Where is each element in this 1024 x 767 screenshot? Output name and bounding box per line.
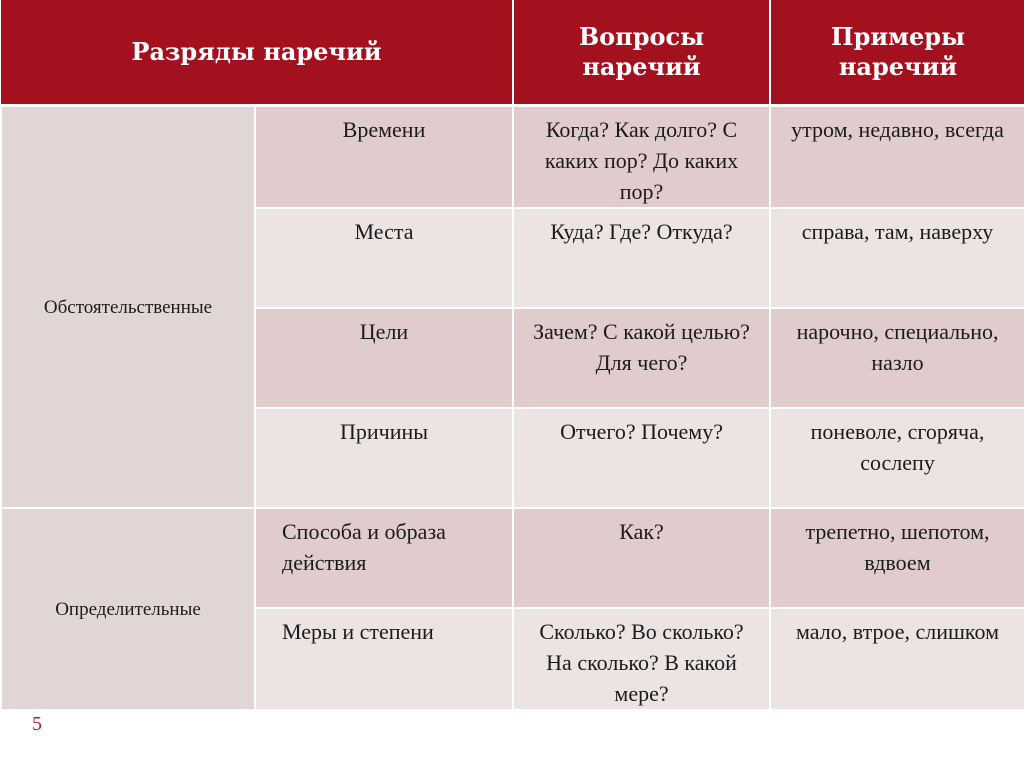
header-questions-line2: наречий xyxy=(582,52,701,81)
table-row xyxy=(1,106,1024,209)
questions-cell: Куда? Где? Откуда? xyxy=(513,208,770,308)
category-cell: Места xyxy=(255,208,513,308)
examples-cell: поневоле, сгоряча, сослепу xyxy=(770,408,1024,508)
questions-cell: Сколько? Во сколько? На сколько? В какой мере? xyxy=(513,608,770,710)
questions-cell: Отчего? Почему? xyxy=(513,408,770,508)
category-cell: Цели xyxy=(255,308,513,408)
examples-cell: справа, там, наверху xyxy=(770,208,1024,308)
header-examples xyxy=(770,0,1024,106)
category-cell: Способа и образа действия xyxy=(255,508,513,608)
header-examples-line1: Примеры xyxy=(830,22,966,51)
header-categories-label: Разряды наречий xyxy=(131,37,382,66)
examples-cell: утром, недавно, всегда xyxy=(770,106,1024,209)
category-cell: Времени xyxy=(255,106,513,209)
table-row xyxy=(1,508,1024,608)
header-categories xyxy=(1,0,513,106)
slide-number: 5 xyxy=(32,713,42,735)
group-circumstantial: Обстоятельственные xyxy=(1,106,255,509)
group-attributive: Определительные xyxy=(1,508,255,710)
header-examples-line2: наречий xyxy=(838,52,958,81)
questions-cell: Зачем? С какой целью? Для чего? xyxy=(513,308,770,408)
table-header-row xyxy=(1,0,1024,106)
category-cell: Меры и степени xyxy=(255,608,513,710)
examples-cell: нарочно, специально, назло xyxy=(770,308,1024,408)
category-cell: Причины xyxy=(255,408,513,508)
header-questions-line1: Вопросы xyxy=(578,22,705,51)
examples-cell: мало, втрое, слишком xyxy=(770,608,1024,710)
examples-cell: трепетно, шепотом, вдвоем xyxy=(770,508,1024,608)
header-questions xyxy=(513,0,770,106)
questions-cell: Когда? Как долго? С каких пор? До каких пор? xyxy=(513,106,770,209)
questions-cell: Как? xyxy=(513,508,770,608)
